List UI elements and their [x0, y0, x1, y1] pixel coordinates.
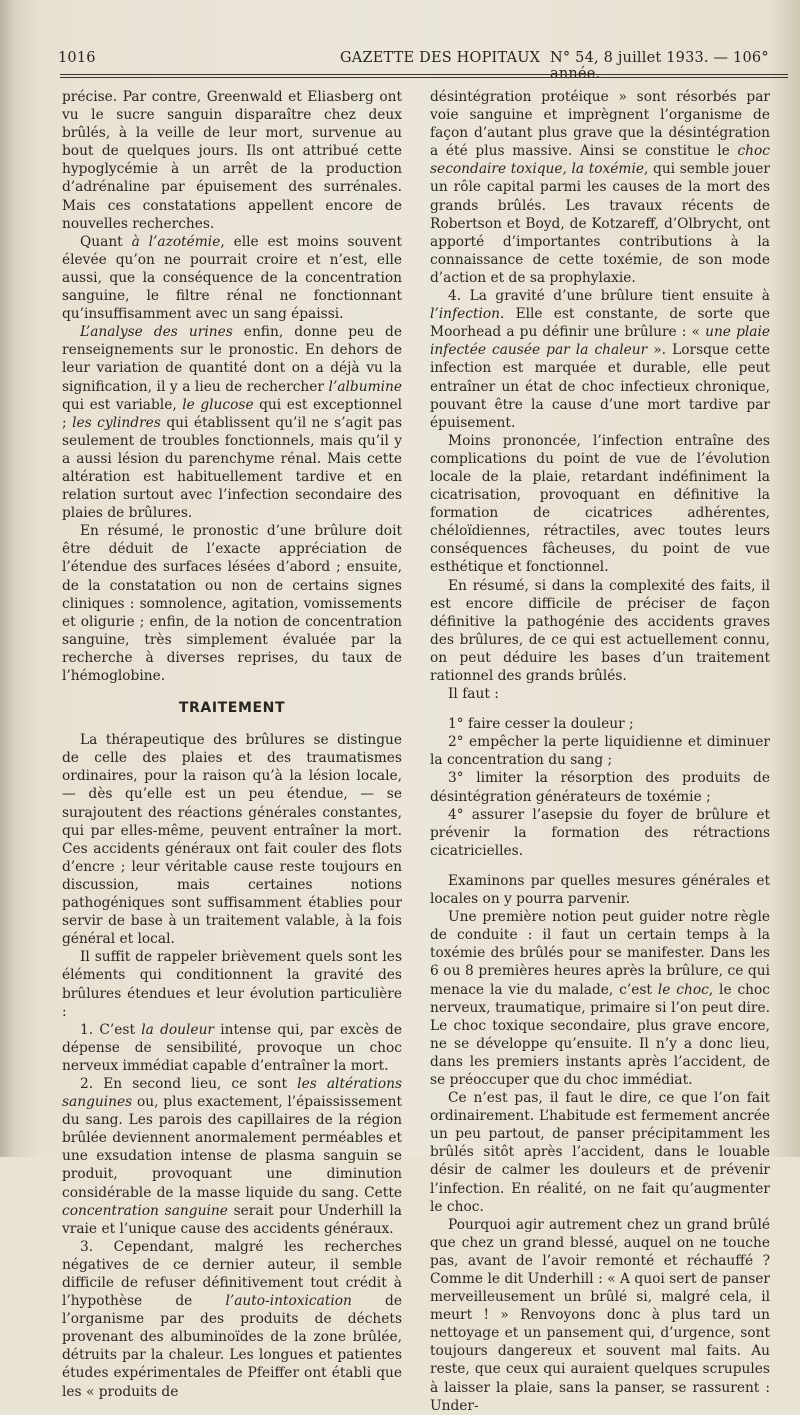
- left-column: [62, 88, 402, 1401]
- paragraph: Quant à l’azotémie, elle est moins souvent élevée qu’on ne pourrait croire et n’est, elle aussi, que la conséquence de la concentration sanguine, le filtre rénal ne fonctionnant qu’insuffisamment avec un sang épaissi.: [62, 233, 403, 323]
- list-item: 1° faire cesser la douleur ;: [448, 716, 634, 733]
- paragraph: Examinons par quelles mesures générales et locales on y pourra parvenir.: [430, 872, 770, 908]
- paragraph: désintégration protéique » sont résorbés par voie sanguine et imprègnent l’organisme de façon d’autant plus grave que la désintégration a été plus massive. Ainsi se constitue le choc secondaire toxique, la toxémie, qui semble jouer un rôle capital parmi les causes de la mort des grands brûlés. Les travaux récents de Robertson et Boyd, de Kotzareff, d’Olbrycht, ont apporté d’importantes contributions à la connaissance de cette toxémie, de son mode d’action et de sa prophylaxie.: [430, 89, 771, 286]
- paragraph: Il suffit de rappeler brièvement quels sont les éléments qui conditionnent la gravité des brûlures étendues et leur évolution particulière :: [62, 949, 402, 1020]
- paragraph: En résumé, le pronostic d’une brûlure doit être déduit de l’exacte appréciation de l’étendue des surfaces lésées d’abord ; ensuite, de la constatation ou non de certains signes cliniques : somnolence, agitation, vomissements et oligurie ; enfin, de la notion de concentration sanguine, très simplement évaluée par la recherche à diverses reprises, du taux de l’hémoglobine.: [62, 523, 402, 684]
- paragraph: Moins prononcée, l’infection entraîne des complications du point de vue de l’évolution locale de la plaie, retardant indéfiniment la cicatrisation, provoquant en définitive la formation de cicatrices adhérentes, chéloïdiennes, rétractiles, avec toutes leurs conséquences fâcheuses, du point de vue esthétique et fonctionnel.: [430, 432, 770, 576]
- list-item: 2° empêcher la perte liquidienne et diminuer la concentration du sang ;: [430, 734, 770, 769]
- journal-title: GAZETTE DES HOPITAUX: [340, 50, 541, 66]
- running-header: [52, 46, 794, 82]
- spacer: [430, 860, 770, 872]
- section-heading: TRAITEMENT: [178, 700, 286, 717]
- paragraph: Pourquoi agir autrement chez un grand brûlé que chez un grand blessé, auquel on ne touche pas, avant de l’avoir remonté et réchauffé ? Comme le dit Underhill : « A quoi sert de panser merveilleusement un brûlé si, malgré cela, il meurt ! » Renvoyons donc à plus tard un nettoyage et un pansement qui, d’urgence, sont toujours dangereux et souvent mal faits. Au reste, que ceux qui auraient quelques scrupules à laisser la plaie, sans la panser, se rassurent : Under-: [430, 1216, 770, 1414]
- spacer: [430, 703, 770, 715]
- paragraph: Ce n’est pas, il faut le dire, ce que l’on fait ordinairement. L’habitude est fermement ancrée un peu partout, de panser précipitamment les brûlés sitôt après l’accident, dans le louable désir de calmer les douleurs et de prévenir l’infection. En réalité, on ne fait qu’augmenter le choc.: [430, 1090, 770, 1215]
- paragraph: 1. C’est la douleur intense qui, par excès de dépense de sensibilité, provoque un choc nerveux immédiat capable d’entraîner la mort.: [62, 1021, 402, 1074]
- header-rule: [60, 74, 788, 78]
- list-item: 4° assurer l’asepsie du foyer de brûlure et prévenir la formation des rétractions cicatricielles.: [430, 806, 770, 859]
- paragraph: 3. Cependant, malgré les recherches négatives de ce dernier auteur, il semble difficile de refuser définitivement tout crédit à l’hypothèse de l’auto-intoxication de l’organisme par des produits de déchets provenant des albuminoïdes de la zone brûlée, détruits par la chaleur. Les longues et patientes études expérimentales de Pfeiffer ont établi que les « produits de: [62, 1238, 402, 1400]
- page-number: 1016: [58, 50, 96, 66]
- paragraph: 4. La gravité d’une brûlure tient ensuite à l’infection. Elle est constante, de sorte que Moorhead a pu définir une brûlure : « une plaie infectée causée par la chaleur ». Lorsque cette infection est marquée et durable, elle peut entraîner un état de choc infectieux chronique, pouvant être la cause d’une mort tardive par épuisement.: [430, 288, 770, 431]
- paragraph: L’analyse des urines enfin, donne peu de renseignements sur le pronostic. En dehors de leur variation de quantité dont on a déjà vu la signification, il y a lieu de rechercher l’albumine qui est variable, le glucose qui est exceptionnel ; les cylindres qui établissent qu’il ne s’agit pas seulement de troubles fonctionnels, mais qu’il y a aussi lésion du parenchyme rénal. Mais cette altération est habituellement tardive et en relation surtout avec l’infection secondaire des plaies de brûlures.: [62, 324, 402, 522]
- paragraph: Une première notion peut guider notre règle de conduite : il faut un certain temps à la toxémie des brûlés pour se manifester. Dans les 6 ou 8 premières heures après la brûlure, ce qui menace la vie du malade, c’est le choc, le choc nerveux, traumatique, primaire si l’on peut dire. Le choc toxique secondaire, plus grave encore, ne se développe qu’ensuite. Il n’y a donc lieu, dans les premiers instants après l’accident, de se préoccuper que du choc immédiat.: [430, 909, 770, 1088]
- paragraph: En résumé, si dans la complexité des faits, il est encore difficile de préciser de façon définitive la pathogénie des accidents graves des brûlures, de ce qui est actuellement connu, on peut déduire les bases d’un traitement rationnel des grands brûlés.: [430, 577, 770, 684]
- list-item: 3° limiter la résorption des produits de désintégration générateurs de toxémie ;: [430, 770, 770, 805]
- paragraph: Il faut :: [448, 686, 499, 703]
- paragraph: précise. Par contre, Greenwald et Eliasberg ont vu le sucre sanguin disparaître chez deux brûlés, à la veille de leur mort, survenue au bout de quelques jours. Ils ont attribué cette hypoglycémie à un arrêt de la production d’adrénaline par épuisement des surrénales. Mais ces constatations appellent encore de nouvelles recherches.: [62, 89, 402, 232]
- issue-info: N° 54, 8 juillet 1933. — 106° année.: [550, 50, 769, 82]
- paragraph: La thérapeutique des brûlures se distingue de celle des plaies et des traumatismes ordinaires, pour la raison qu’à la lésion locale, — dès qu’elle est un peu étendue, — se surajoutent des réactions générales constantes, qui par elles-même, peuvent entraîner la mort. Ces accidents généraux ont fait couler des flots d’encre ; leur véritable cause reste toujours en discussion, mais certaines notions pathogéniques sont suffisamment établies pour servir de base à un traitement valable, à la fois général et local.: [62, 732, 402, 948]
- right-column: [430, 88, 770, 1415]
- paragraph: 2. En second lieu, ce sont les altérations sanguines ou, plus exactement, l’épaississement du sang. Les parois des capillaires de la région brûlée deviennent anormalement perméables et une exsudation intense de plasma sanguin se produit, provoquant une diminution considérable de la masse liquide du sang. Cette concentration sanguine serait pour Underhill la vraie et l’unique cause des accidents généraux.: [62, 1075, 403, 1237]
